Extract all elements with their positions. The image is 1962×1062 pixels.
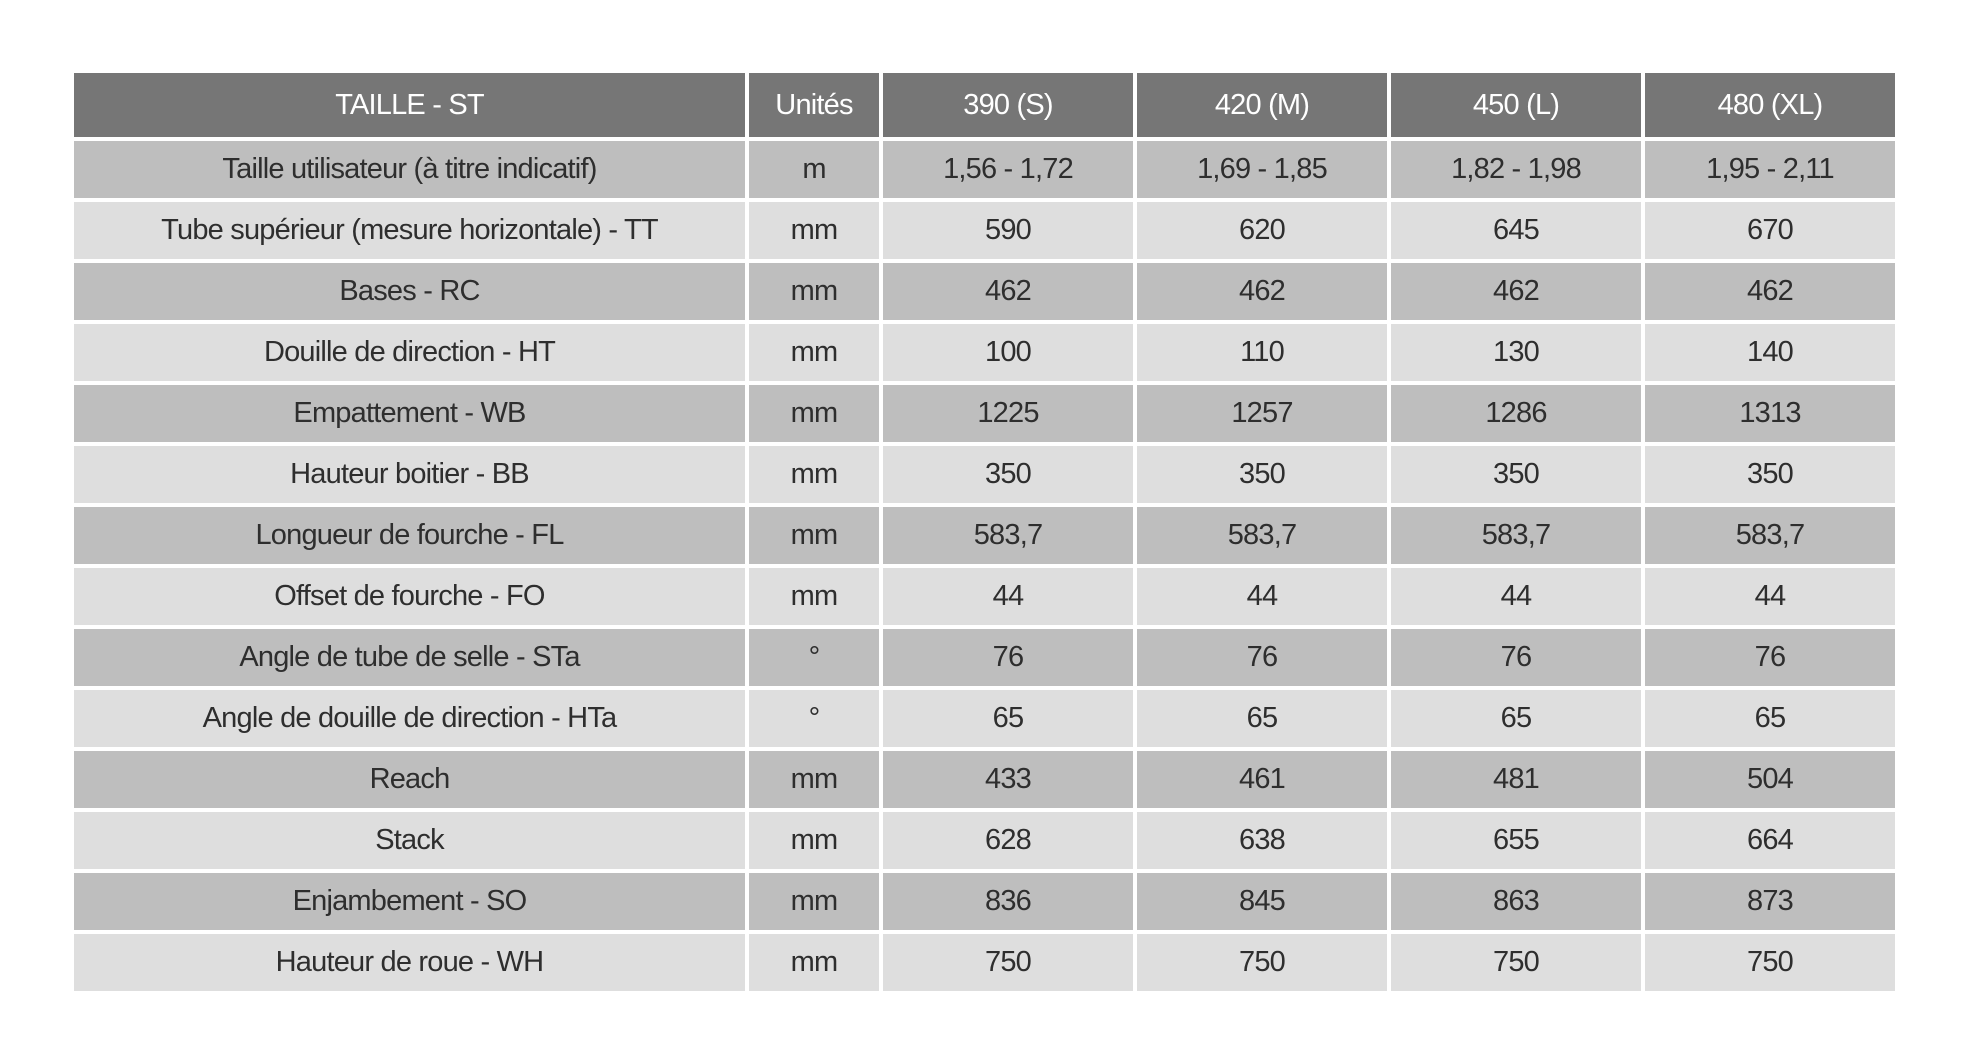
row-label: Bases - RC	[74, 263, 745, 320]
header-cell-size-s: 390 (S)	[883, 73, 1133, 137]
row-unit: mm	[749, 751, 879, 808]
value-cell-size-xl: 44	[1645, 568, 1895, 625]
table-row	[74, 690, 1895, 747]
value-cell-size-l: 350	[1391, 446, 1641, 503]
value-cell-size-s: 44	[883, 568, 1133, 625]
value-cell-size-m: 1,69 - 1,85	[1137, 141, 1387, 198]
value-cell-size-xl: 140	[1645, 324, 1895, 381]
table-row	[74, 873, 1895, 930]
value-cell-size-xl: 670	[1645, 202, 1895, 259]
row-label: Hauteur de roue - WH	[74, 934, 745, 991]
row-label: Taille utilisateur (à titre indicatif)	[74, 141, 745, 198]
header-cell-units: Unités	[749, 73, 879, 137]
row-label: Douille de direction - HT	[74, 324, 745, 381]
value-cell-size-xl: 350	[1645, 446, 1895, 503]
value-cell-size-s: 100	[883, 324, 1133, 381]
value-cell-size-s: 750	[883, 934, 1133, 991]
value-cell-size-m: 110	[1137, 324, 1387, 381]
value-cell-size-xl: 873	[1645, 873, 1895, 930]
value-cell-size-l: 44	[1391, 568, 1641, 625]
row-unit: mm	[749, 324, 879, 381]
row-unit: mm	[749, 934, 879, 991]
table-row	[74, 934, 1895, 991]
row-unit: mm	[749, 568, 879, 625]
value-cell-size-xl: 1313	[1645, 385, 1895, 442]
table-row	[74, 385, 1895, 442]
row-unit: mm	[749, 446, 879, 503]
row-unit: mm	[749, 263, 879, 320]
value-cell-size-xl: 504	[1645, 751, 1895, 808]
value-cell-size-xl: 462	[1645, 263, 1895, 320]
table-header	[74, 73, 1895, 137]
value-cell-size-m: 44	[1137, 568, 1387, 625]
value-cell-size-s: 76	[883, 629, 1133, 686]
row-label: Stack	[74, 812, 745, 869]
value-cell-size-s: 1,56 - 1,72	[883, 141, 1133, 198]
header-cell-size-xl: 480 (XL)	[1645, 73, 1895, 137]
header-cell-size-m: 420 (M)	[1137, 73, 1387, 137]
header-cell-size-l: 450 (L)	[1391, 73, 1641, 137]
table-body	[74, 141, 1895, 991]
header-cell-size-label: TAILLE - ST	[74, 73, 745, 137]
table-row	[74, 202, 1895, 259]
value-cell-size-m: 583,7	[1137, 507, 1387, 564]
value-cell-size-l: 750	[1391, 934, 1641, 991]
value-cell-size-s: 462	[883, 263, 1133, 320]
table-row	[74, 812, 1895, 869]
row-label: Tube supérieur (mesure horizontale) - TT	[74, 202, 745, 259]
value-cell-size-s: 583,7	[883, 507, 1133, 564]
row-label: Hauteur boitier - BB	[74, 446, 745, 503]
row-label: Offset de fourche - FO	[74, 568, 745, 625]
row-unit: mm	[749, 812, 879, 869]
row-unit: °	[749, 629, 879, 686]
table-row	[74, 324, 1895, 381]
row-unit: mm	[749, 385, 879, 442]
value-cell-size-s: 836	[883, 873, 1133, 930]
value-cell-size-s: 628	[883, 812, 1133, 869]
row-unit: m	[749, 141, 879, 198]
row-label: Empattement - WB	[74, 385, 745, 442]
value-cell-size-xl: 664	[1645, 812, 1895, 869]
value-cell-size-l: 65	[1391, 690, 1641, 747]
value-cell-size-l: 481	[1391, 751, 1641, 808]
value-cell-size-s: 65	[883, 690, 1133, 747]
row-unit: mm	[749, 202, 879, 259]
value-cell-size-m: 638	[1137, 812, 1387, 869]
value-cell-size-xl: 1,95 - 2,11	[1645, 141, 1895, 198]
value-cell-size-s: 1225	[883, 385, 1133, 442]
value-cell-size-s: 433	[883, 751, 1133, 808]
value-cell-size-m: 76	[1137, 629, 1387, 686]
value-cell-size-m: 620	[1137, 202, 1387, 259]
value-cell-size-l: 1,82 - 1,98	[1391, 141, 1641, 198]
value-cell-size-l: 462	[1391, 263, 1641, 320]
row-label: Angle de douille de direction - HTa	[74, 690, 745, 747]
table-row	[74, 263, 1895, 320]
value-cell-size-m: 750	[1137, 934, 1387, 991]
value-cell-size-l: 645	[1391, 202, 1641, 259]
value-cell-size-xl: 65	[1645, 690, 1895, 747]
value-cell-size-xl: 583,7	[1645, 507, 1895, 564]
row-label: Angle de tube de selle - STa	[74, 629, 745, 686]
row-unit: mm	[749, 873, 879, 930]
value-cell-size-m: 65	[1137, 690, 1387, 747]
row-unit: °	[749, 690, 879, 747]
table-row	[74, 629, 1895, 686]
value-cell-size-l: 130	[1391, 324, 1641, 381]
table-row	[74, 751, 1895, 808]
row-label: Enjambement - SO	[74, 873, 745, 930]
value-cell-size-l: 76	[1391, 629, 1641, 686]
table-row	[74, 446, 1895, 503]
value-cell-size-m: 462	[1137, 263, 1387, 320]
geometry-table	[70, 69, 1899, 995]
row-label: Longueur de fourche - FL	[74, 507, 745, 564]
row-label: Reach	[74, 751, 745, 808]
value-cell-size-s: 590	[883, 202, 1133, 259]
value-cell-size-s: 350	[883, 446, 1133, 503]
value-cell-size-xl: 76	[1645, 629, 1895, 686]
value-cell-size-m: 350	[1137, 446, 1387, 503]
value-cell-size-m: 461	[1137, 751, 1387, 808]
table-row	[74, 568, 1895, 625]
value-cell-size-l: 1286	[1391, 385, 1641, 442]
value-cell-size-l: 863	[1391, 873, 1641, 930]
header-row	[74, 73, 1895, 137]
row-unit: mm	[749, 507, 879, 564]
value-cell-size-m: 845	[1137, 873, 1387, 930]
table-row	[74, 141, 1895, 198]
value-cell-size-l: 655	[1391, 812, 1641, 869]
value-cell-size-xl: 750	[1645, 934, 1895, 991]
value-cell-size-l: 583,7	[1391, 507, 1641, 564]
value-cell-size-m: 1257	[1137, 385, 1387, 442]
table-row	[74, 507, 1895, 564]
